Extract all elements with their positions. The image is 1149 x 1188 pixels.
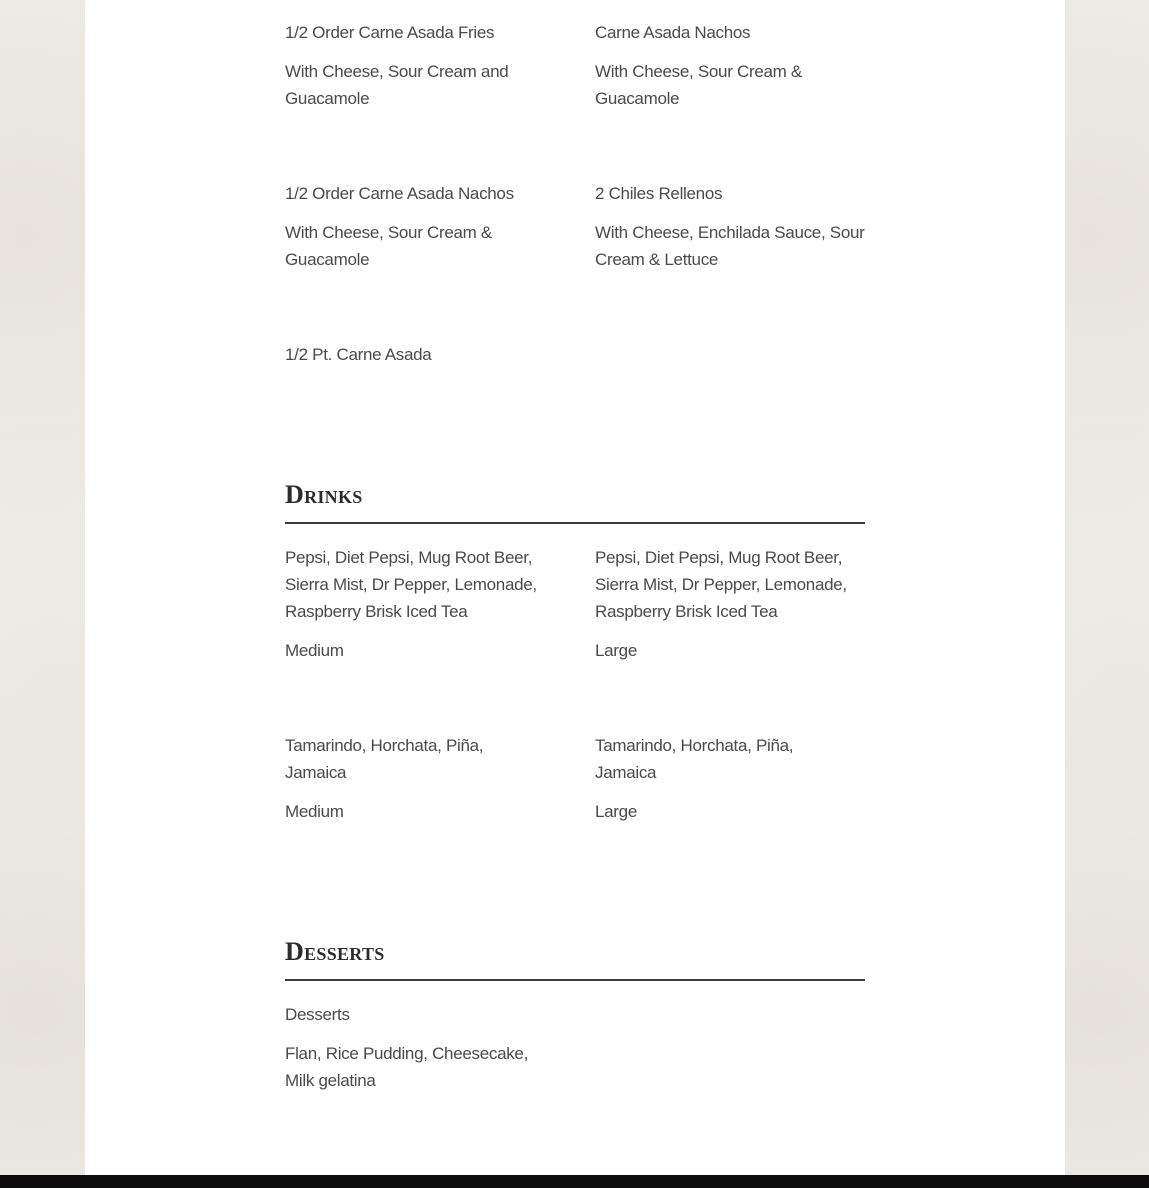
menu-item-name: 1/2 Order Carne Asada Fries [285, 23, 495, 42]
menu-item-name: 2 Chiles Rellenos [595, 184, 723, 203]
dessert-item-name: Desserts [285, 1005, 350, 1024]
menu-item-name: 1/2 Pt. Carne Asada [285, 345, 432, 364]
drink-item-name: Tamarindo, Horchata, Piña, Jamaica [285, 736, 484, 782]
background-right [1065, 0, 1149, 1175]
menu-item-description: With Cheese, Enchilada Sauce, Sour Cream & Lettuce [595, 223, 865, 269]
menu-panel [85, 0, 1065, 1175]
drink-item-name: Pepsi, Diet Pepsi, Mug Root Beer, Sierra Mist, Dr Pepper, Lemonade, Raspberry Brisk Iced Tea [285, 548, 537, 621]
drinks-section-divider [285, 522, 865, 524]
menu-item-description: With Cheese, Sour Cream & Guacamole [285, 223, 492, 269]
menu-item-name: Carne Asada Nachos [595, 23, 751, 42]
background-left [0, 0, 85, 1175]
drink-item-name: Tamarindo, Horchata, Piña, Jamaica [595, 736, 794, 782]
menu-item-name: 1/2 Order Carne Asada Nachos [285, 184, 514, 203]
drink-item-name: Pepsi, Diet Pepsi, Mug Root Beer, Sierra Mist, Dr Pepper, Lemonade, Raspberry Brisk Iced Tea [595, 548, 847, 621]
desserts-section-divider [285, 979, 865, 981]
menu-item-description: With Cheese, Sour Cream and Guacamole [285, 62, 509, 108]
drink-item-size: Large [595, 802, 637, 821]
menu-item-description: With Cheese, Sour Cream & Guacamole [595, 62, 802, 108]
drink-item-size: Large [595, 641, 637, 660]
footer-bar [0, 1175, 1149, 1188]
drink-item-size: Medium [285, 802, 344, 821]
drinks-section-title: Drinks [285, 480, 363, 509]
drink-item-size: Medium [285, 641, 344, 660]
dessert-item-description: Flan, Rice Pudding, Cheesecake, Milk gelatina [285, 1044, 529, 1090]
desserts-section-title: Desserts [285, 937, 385, 966]
